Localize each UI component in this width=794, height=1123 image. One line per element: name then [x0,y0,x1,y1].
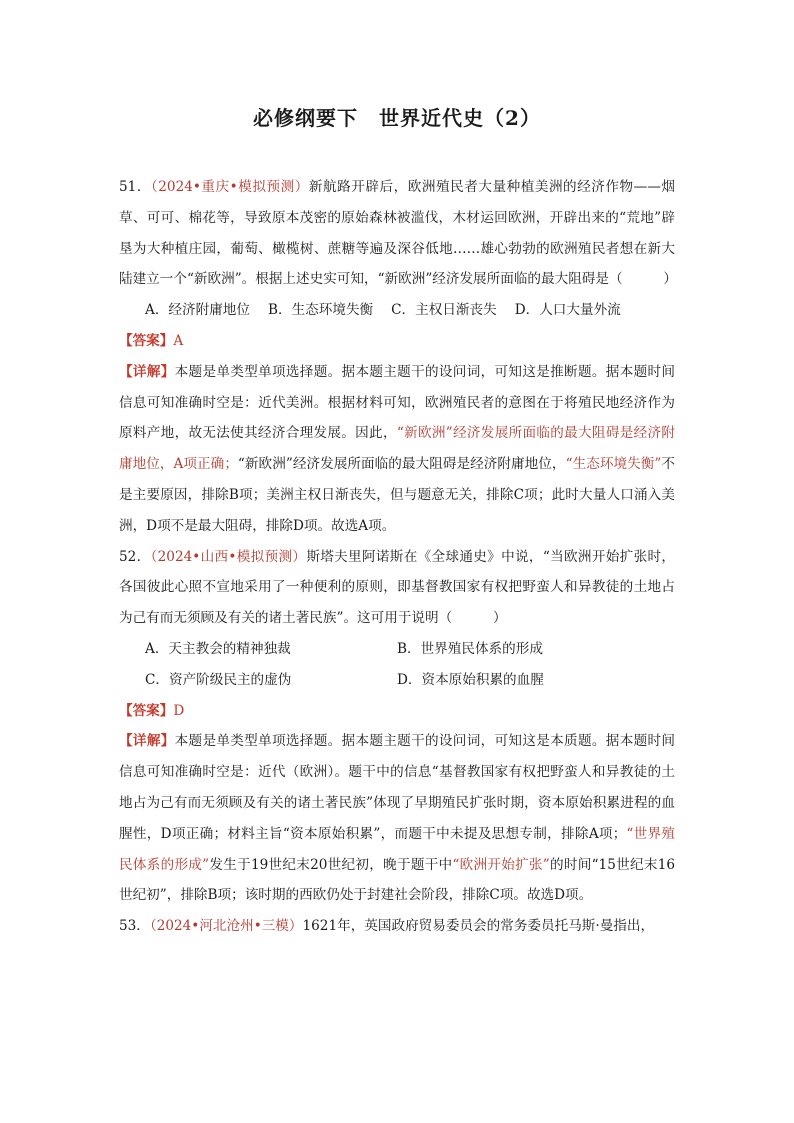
explanation-text: 本题是单类型单项选择题。据本题主题干的设问词，可知这是本质题。据本题时间信息可知准确时空是：近代（欧洲）。题干中的信息“基督教国家有权把野蛮人和异教徒的土地占为己有而无须顾及有关的诸土著民族”体现了早期殖民扩张时期，资本原始积累进程的血腥性，D项正确；材料主旨“资本原始积累”，而题干中未提及思想专制，排除A项； [119,733,676,842]
answer-52 [119,696,675,727]
question-52-options [119,634,675,696]
question-number: 53． [119,918,150,935]
explanation-52 [119,726,675,911]
explanation-text: 发生于19世纪末20世纪初，晚于题干中 [209,856,453,873]
option-b: B．生态环境失衡 [267,302,374,319]
question-source: （2024•山西•模拟预测） [150,548,307,565]
explanation-text: 不是主要原因，排除B项；美洲主权日渐丧失，但与题意无关，排除C项；此时大量人口涌入美洲，D项不是最大阻碍，排除D项。故选A项。 [119,456,675,534]
option-a: A．经济附庸地位 [145,302,250,319]
explanation-text: “新欧洲”经济发展所面临的最大阻碍是经济附庸地位， [237,456,566,473]
answer-value: A [173,332,184,349]
question-51 [119,172,675,295]
explanation-highlight: “生态环境失衡” [565,456,662,473]
option-d: D．资本原始积累的血腥 [397,671,544,688]
option-c: C．资产阶级民主的虚伪 [145,671,292,688]
explanation-highlight: “新欧洲”经济发展所面临的最大阻碍是经济附庸地位，A项正确； [119,425,675,473]
question-53 [119,911,675,942]
answer-label: 【答案】 [119,332,174,349]
page-title: 必修纲要下 世界近代史（2） [253,106,541,130]
explanation-highlight: “世界殖民体系的形成” [119,825,675,873]
explanation-label: 【详解】 [119,733,175,750]
question-source: （2024•河北沧州•三模） [149,918,303,935]
explanation-text: 本题是单类型单项选择题。据本题主题干的设问词，可知这是推断题。据本题时间信息可知准确时空是：近代美洲。根据材料可知，欧洲殖民者的意图在于将殖民地经济作为原料产地，故无法使其经济合理发展。因此， [119,363,676,442]
answer-51 [119,326,675,357]
question-source: （2024•重庆•模拟预测） [150,179,309,195]
answer-label: 【答案】 [119,702,174,719]
question-52 [119,542,675,634]
explanation-51 [119,357,675,542]
question-stem: 1621年，英国政府贸易委员会的常务委员托马斯·曼指出， [302,918,655,935]
question-number: 52． [119,548,151,565]
explanation-label: 【详解】 [119,363,175,380]
question-stem: 新航路开辟后，欧洲殖民者大量种植美洲的经济作物——烟草、可可、棉花等，导致原本茂密的原始森林被滥伐，木材运回欧洲，开辟出来的“荒地”辟垦为大种植庄园，葡萄、橄榄树、蔗糖等遍及深谷低地……雄心勃勃的欧洲殖民者想在新大陆建立一个“新欧洲”。根据上述史实可知，“新欧洲”经济发展所面临的最大阻碍是（ ） [119,179,677,288]
explanation-highlight: “欧洲开始扩张” [452,856,550,873]
question-51-options [119,295,675,326]
option-a: A．天主教会的精神独裁 [145,640,291,657]
question-stem: 斯塔夫里阿诺斯在《全球通史》中说，“当欧洲开始扩张时，各国彼此心照不宣地采用了一种便利的原则，即基督教国家有权把野蛮人和异教徒的土地占为己有而无须顾及有关的诸土著民族”。这可用于说明（ ） [119,548,675,627]
option-c: C．主权日渐丧失 [391,302,497,319]
option-b: B．世界殖民体系的形成 [397,640,543,657]
answer-value: D [173,702,185,719]
explanation-text: 的时间“15世纪末16世纪初”，排除B项；该时期的西欧仍处于封建社会阶段，排除C项。故选D项。 [119,856,675,904]
option-d: D．人口大量外流 [514,302,621,319]
document-body [119,172,675,942]
question-number: 51． [119,179,151,195]
